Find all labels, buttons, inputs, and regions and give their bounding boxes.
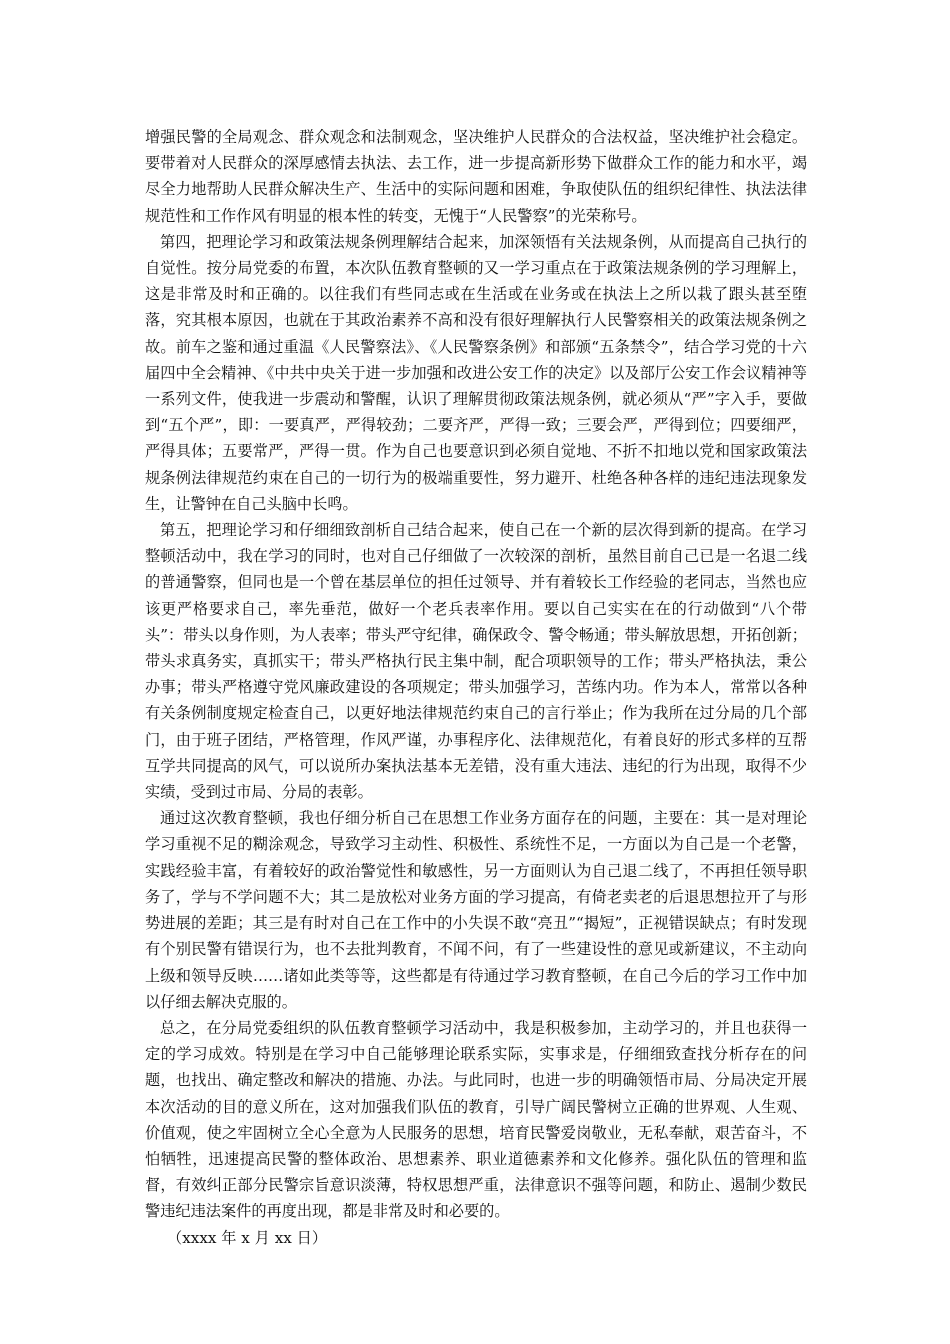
date-line: （xxxx 年 x 月 xx 日）: [167, 1228, 328, 1247]
paragraph-fourth-point: 第四，把理论学习和政策法规条例理解结合起来，加深领悟有关法规条例，从而提高自己执行的自觉性。按分局党委的布置，本次队伍教育整顿的又一学习重点在于政策法规条例的学习理解上，这是非常及时和正确的。以往我们有些同志或在生活或在业务或在执法上之所以栽了跟头甚至堕落，究其根本原因，也就在于其政治素养不高和没有很好理解执行人民警察相关的政策法规条例之故。前车之鉴和通过重温《人民警察法》、《人民警察条例》和部颁“五条禁令”，结合学习党的十六届四中全会精神、《中共中央关于进一步加强和改进公安工作的决定》以及部厅公安工作会议精神等一系列文件，使我进一步震动和警醒，认识了理解贯彻政策法规条例，就必须从“严”字入手，要做到“五个严”，即：一要真严，严得较劲；二要齐严，严得一致；三要会严，严得到位；四要细严，严得具体；五要常严，严得一贯。作为自己也要意识到必须自觉地、不折不扣地以党和国家政策法规条例法律规范约束在自己的一切行为的极端重要性，努力避开、杜绝各种各样的违纪违法现象发生，让警钟在自己头脑中长鸣。: [145, 232, 807, 513]
paragraph-fifth-point: 第五，把理论学习和仔细细致剖析自己结合起来，使自己在一个新的层次得到新的提高。在学习整顿活动中，我在学习的同时，也对自己仔细做了一次较深的剖析，虽然目前自己已是一名退二线的普通警察，但同也是一个曾在基层单位的担任过领导、并有着较长工作经验的老同志，当然也应该更严格要求自己，率先垂范，做好一个老兵表率作用。要以自己实实在在的行动做到“八个带头”：带头以身作则，为人表率；带头严守纪律，确保政令、警令畅通；带头解放思想，开拓创新；带头求真务实，真抓实干；带头严格执行民主集中制，配合项职领导的工作；带头严格执法，秉公办事；带头严格遵守党风廉政建设的各项规定；带头加强学习，苦练内功。作为本人，常常以各种有关条例制度规定检查自己，以更好地法律规范约束自己的言行举止；作为我所在过分局的几个部门，由于班子团结，严格管理，作风严谨，办事程序化、法律规范化，有着良好的形式多样的互帮互学共同提高的风气，可以说所办案执法基本无差错，没有重大违法、违纪的行为出现，取得不少实绩，受到过市局、分局的表彰。: [145, 521, 807, 802]
paragraph-continuation: 增强民警的全局观念、群众观念和法制观念，坚决维护人民群众的合法权益，坚决维护社会稳定。要带着对人民群众的深厚感情去执法、去工作，进一步提高新形势下做群众工作的能力和水平，竭尽全力地帮助人民群众解决生产、生活中的实际问题和困难，争取使队伍的组织纪律性、执法法律规范性和工作作风有明显的根本性的转变，无愧于“人民警察”的光荣称号。: [145, 128, 807, 225]
paragraph-problem-analysis: 通过这次教育整顿，我也仔细分析自己在思想工作业务方面存在的问题，主要在：其一是对理论学习重视不足的糊涂观念，导致学习主动性、积极性、系统性不足，一方面以为自己是一个老警，实践经验丰富，有着较好的政治警觉性和敏感性，另一方面则认为自己退二线了，不再担任领导职务了，学与不学问题不大；其二是放松对业务方面的学习提高，有倚老卖老的后退思想拉开了与形势进展的差距；其三是有时对自己在工作中的小失误不敢“亮丑”“揭短”，正视错误缺点；有时发现有个别民警有错误行为，也不去批判教育，不闻不问，有了一些建设性的意见或新建议，不主动向上级和领导反映……诸如此类等等，这些都是有待通过学习教育整顿，在自己今后的学习工作中加以仔细去解决克服的。: [145, 809, 807, 1011]
paragraph-conclusion: 总之，在分局党委组织的队伍教育整顿学习活动中，我是积极参加，主动学习的，并且也获得一定的学习成效。特别是在学习中自己能够理论联系实际，实事求是，仔细细致查找分析存在的问题，也找出、确定整改和解决的措施、办法。与此同时，也进一步的明确领悟市局、分局决定开展本次活动的目的意义所在，这对加强我们队伍的教育，引导广阔民警树立正确的世界观、人生观、价值观，使之牢固树立全心全意为人民服务的思想，培育民警爱岗敬业，无私奉献，艰苦奋斗，不怕牺牲，迅速提高民警的整体政治、思想素养、职业道德素养和文化修养。强化队伍的管理和监督，有效纠正部分民警宗旨意识淡薄，特权思想严重，法律意识不强等问题，和防止、遏制少数民警违纪违法案件的再度出现，都是非常及时和必要的。: [145, 1018, 807, 1221]
document-page: [145, 124, 807, 1251]
